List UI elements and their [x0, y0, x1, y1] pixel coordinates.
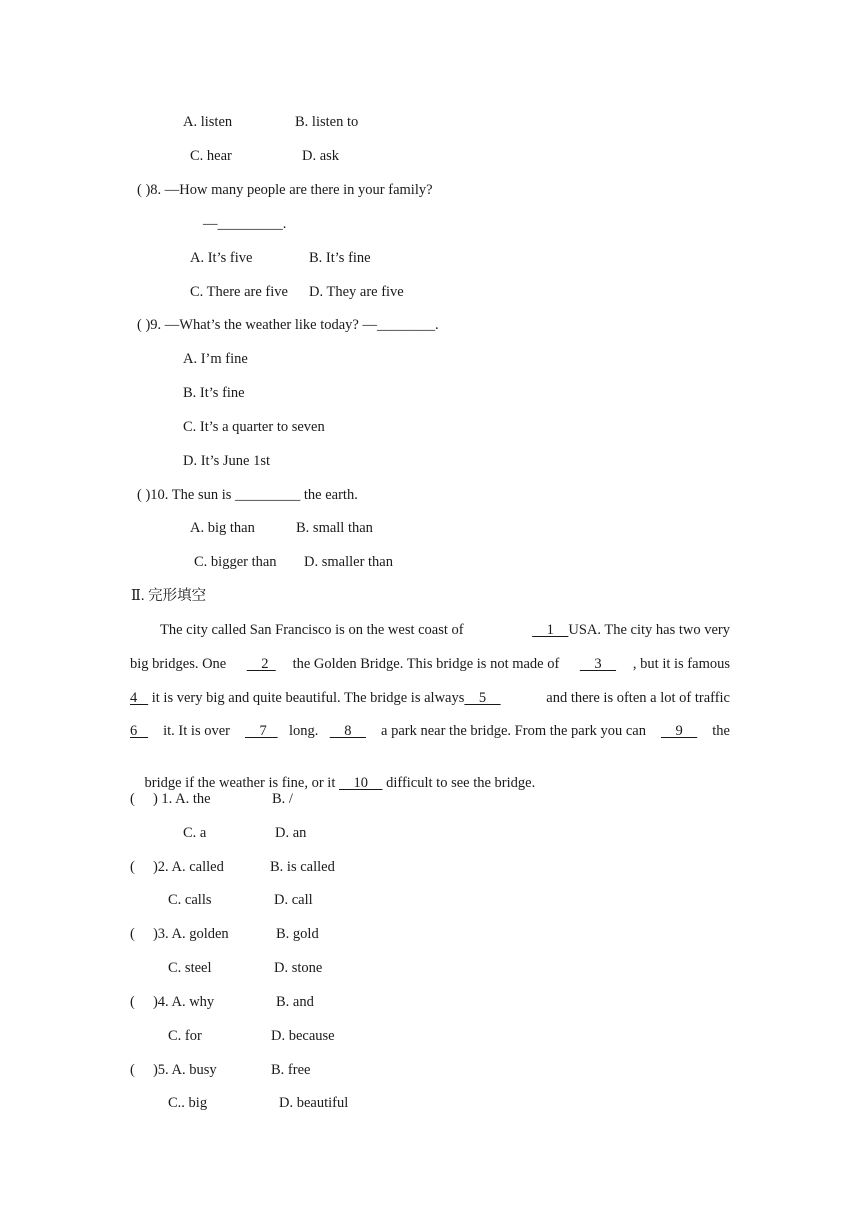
cloze-q2-option-d: D. call: [274, 892, 313, 908]
cloze-q1-option-c: C. a: [183, 825, 207, 841]
cloze-q1-option-d: D. an: [275, 825, 307, 841]
section-heading: Ⅱ. 完形填空: [131, 588, 207, 604]
passage-line-3: [130, 689, 730, 707]
blank-5: 5: [464, 690, 501, 706]
blank-2: 2: [246, 656, 276, 672]
cloze-q4-option-b: B. and: [276, 994, 314, 1010]
q9-stem: ( )9. —What’s the weather like today? —________.: [137, 317, 439, 333]
cloze-q5-option-c: C.. big: [168, 1095, 208, 1111]
blank-1: 1: [532, 622, 569, 638]
q10-option-c: C. bigger than: [194, 554, 277, 570]
passage-text: the Golden Bridge. This bridge is not made of: [292, 656, 563, 672]
q9-option-c: C. It’s a quarter to seven: [183, 419, 325, 435]
q7-option-c: C. hear: [190, 148, 232, 164]
q10-option-d: D. smaller than: [304, 554, 393, 570]
passage-text: , but it is famous: [632, 656, 730, 672]
q9-option-a: A. I’m fine: [183, 351, 248, 367]
blank-10: 10: [338, 775, 383, 791]
cloze-q3-option-d: D. stone: [274, 960, 323, 976]
cloze-q4-stem: ( )4. A. why: [130, 994, 215, 1010]
passage-text: the: [708, 723, 730, 739]
cloze-q4-option-c: C. for: [168, 1028, 202, 1044]
q9-option-d: D. It’s June 1st: [183, 453, 270, 469]
q7-option-b: B. listen to: [295, 114, 359, 130]
q9-option-b: B. It’s fine: [183, 385, 245, 401]
q8-answer-line: —_________.: [203, 216, 287, 232]
cloze-q5-stem: ( )5. A. busy: [130, 1062, 217, 1078]
q8-stem: ( )8. —How many people are there in your family?: [137, 182, 433, 198]
blank-3: 3: [579, 656, 617, 672]
passage-text: it. It is over: [159, 723, 234, 739]
cloze-q2-stem: ( )2. A. called: [130, 859, 224, 875]
q8-option-d: D. They are five: [309, 284, 404, 300]
q10-option-b: B. small than: [296, 520, 373, 536]
passage-text: it is very big and quite beautiful. The bridge is always: [148, 690, 465, 706]
cloze-q5-option-d: D. beautiful: [279, 1095, 349, 1111]
passage-line-5: [130, 756, 536, 791]
q7-option-a: A. listen: [183, 114, 233, 130]
cloze-q2-option-c: C. calls: [168, 892, 212, 908]
passage-line-1: [160, 621, 730, 639]
passage-text: bridge if the weather is fine, or it: [144, 775, 339, 791]
passage-text: The city called San Francisco is on the west coast of: [160, 622, 468, 638]
cloze-q2-option-b: B. is called: [270, 859, 335, 875]
q8-option-a: A. It’s five: [190, 250, 253, 266]
cloze-q3-option-b: B. gold: [276, 926, 319, 942]
passage-text: big bridges. One: [130, 656, 230, 672]
blank-8: 8: [329, 723, 367, 739]
blank-7: 7: [244, 723, 278, 739]
cloze-q1-stem: ( ) 1. A. the: [130, 791, 211, 807]
cloze-q3-option-c: C. steel: [168, 960, 212, 976]
cloze-q3-stem: ( )3. A. golden: [130, 926, 229, 942]
passage-text: difficult to see the bridge.: [382, 775, 536, 791]
cloze-q5-option-b: B. free: [271, 1062, 311, 1078]
q10-option-a: A. big than: [190, 520, 255, 536]
blank-6: 6: [130, 723, 149, 739]
q7-option-d: D. ask: [302, 148, 340, 164]
passage-text: long.: [288, 723, 319, 739]
q8-option-b: B. It’s fine: [309, 250, 371, 266]
cloze-q4-option-d: D. because: [271, 1028, 335, 1044]
blank-9: 9: [660, 723, 698, 739]
passage-text: USA. The city has two very: [568, 622, 730, 638]
cloze-q1-option-b: B. /: [272, 791, 293, 807]
passage-text: and there is often a lot of traffic: [542, 690, 730, 706]
q8-option-c: C. There are five: [190, 284, 288, 300]
blank-4: 4: [130, 690, 149, 706]
passage-line-4: [130, 722, 730, 740]
passage-text: a park near the bridge. From the park you can: [377, 723, 650, 739]
passage-line-2: [130, 655, 730, 673]
q10-stem: ( )10. The sun is _________ the earth.: [137, 487, 358, 503]
